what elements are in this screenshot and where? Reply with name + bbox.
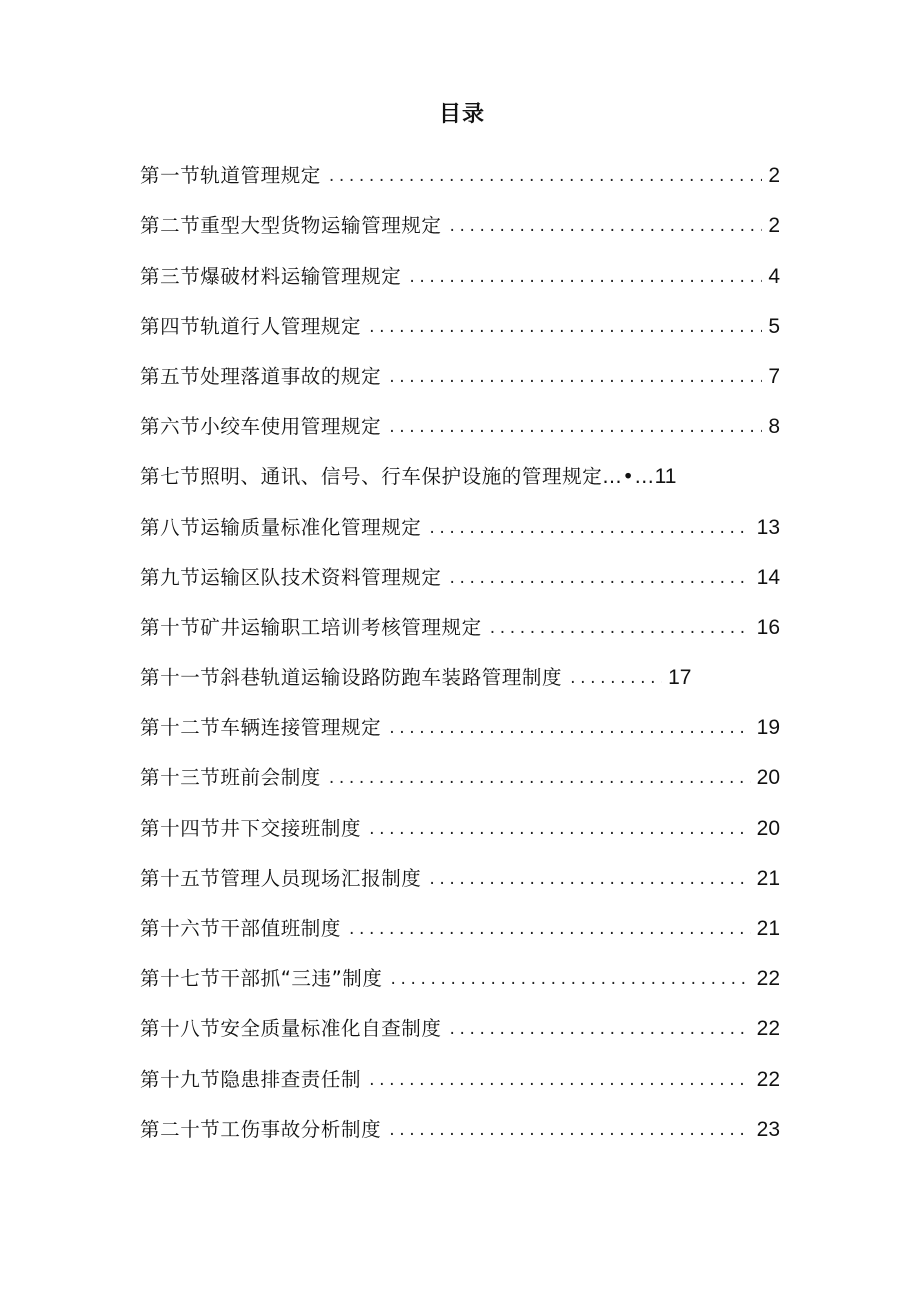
toc-entry-page: 20 [756,766,780,790]
toc-entry-label: 第三节爆破材料运输管理规定 [140,264,402,288]
toc-entry-label: 第十三节班前会制度 [140,766,321,790]
toc-entry-label: 第七节照明、通讯、信号、行车保护设施的管理规定…•… [140,465,655,489]
toc-entry[interactable] [140,798,780,848]
toc-leader-dots [450,206,763,246]
toc-entry[interactable] [140,949,780,999]
toc-leader-dots [409,257,762,297]
toc-list [140,146,780,1150]
toc-leader-dots [450,558,751,598]
toc-entry-label: 第十一节斜巷轨道运输设路防跑车装路管理制度 [140,666,563,690]
toc-entry-label: 第二十节工伤事故分析制度 [140,1117,382,1141]
toc-entry-page: 16 [756,615,780,639]
toc-entry[interactable] [140,447,780,497]
toc-entry-label: 第一节轨道管理规定 [140,164,321,188]
toc-leader-dots [329,156,762,196]
toc-entry-label: 第六节小绞车使用管理规定 [140,415,382,439]
toc-leader-dots [369,307,762,347]
toc-entry[interactable] [140,698,780,748]
toc-entry-label: 第九节运输区队技术资料管理规定 [140,565,442,589]
toc-entry-page: 20 [756,816,780,840]
toc-entry-page: 21 [756,917,780,940]
toc-entry[interactable] [140,297,780,347]
toc-entry[interactable] [140,548,780,598]
toc-leader-dots [329,758,751,798]
toc-leader-dots [389,708,750,748]
toc-entry-label: 第十七节干部抓“三违”制度 [140,967,383,991]
toc-leader-dots [369,1060,751,1100]
toc-entry-label: 第二节重型大型货物运输管理规定 [140,214,442,238]
toc-entry-page: 22 [756,1017,780,1041]
toc-leader-dots [389,407,762,447]
toc-entry-page: 8 [768,415,780,439]
toc-entry-label: 第十六节干部值班制度 [140,917,342,940]
toc-entry-label: 第五节处理落道事故的规定 [140,364,382,388]
toc-leader-dots [389,357,762,397]
toc-leader-dots [490,608,751,648]
toc-leader-dots [570,658,662,698]
toc-title: 目录 [438,102,485,127]
toc-entry-label: 第八节运输质量标准化管理规定 [140,515,422,539]
toc-entry[interactable] [140,497,780,547]
toc-entry-label: 第十九节隐患排查责任制 [140,1067,362,1091]
toc-entry-label: 第四节轨道行人管理规定 [140,314,362,338]
toc-entry-page: 7 [768,364,780,388]
toc-entry[interactable] [140,246,780,296]
toc-entry-label: 第十五节管理人员现场汇报制度 [140,866,422,890]
toc-entry[interactable] [140,899,780,949]
toc-entry[interactable] [140,146,780,196]
toc-leader-dots [389,1110,750,1150]
toc-entry-page: 19 [756,716,780,740]
toc-leader-dots [349,909,751,949]
toc-entry-label: 第十八节安全质量标准化自查制度 [140,1017,442,1041]
toc-entry-page: 22 [756,967,780,991]
toc-entry-page: 2 [768,164,780,188]
toc-entry-page: 13 [756,515,780,539]
toc-entry-page: 22 [756,1067,780,1091]
toc-leader-dots [369,809,751,849]
toc-entry[interactable] [140,648,780,698]
toc-entry[interactable] [140,1049,780,1099]
toc-entry[interactable] [140,849,780,899]
toc-entry-label: 第十四节井下交接班制度 [140,816,362,840]
toc-leader-dots [450,1009,751,1049]
toc-entry-page: 11 [654,465,677,489]
toc-leader-dots [391,959,751,999]
toc-leader-dots [429,508,750,548]
toc-entry-page: 4 [768,264,780,288]
toc-entry[interactable] [140,999,780,1049]
toc-entry-page: 21 [756,866,780,890]
toc-entry-page: 2 [768,214,780,238]
toc-entry-label: 第十节矿井运输职工培训考核管理规定 [140,615,482,639]
toc-entry-label: 第十二节车辆连接管理规定 [140,716,382,740]
toc-entry[interactable] [140,397,780,447]
toc-entry[interactable] [140,196,780,246]
toc-entry[interactable] [140,347,780,397]
toc-leader-dots [429,859,750,899]
toc-entry[interactable] [140,1100,780,1150]
toc-entry-page: 14 [756,565,780,589]
toc-entry-page: 17 [668,666,692,690]
toc-entry[interactable] [140,598,780,648]
toc-entry[interactable] [140,748,780,798]
toc-entry-page: 5 [768,314,780,338]
toc-entry-page: 23 [756,1117,780,1141]
